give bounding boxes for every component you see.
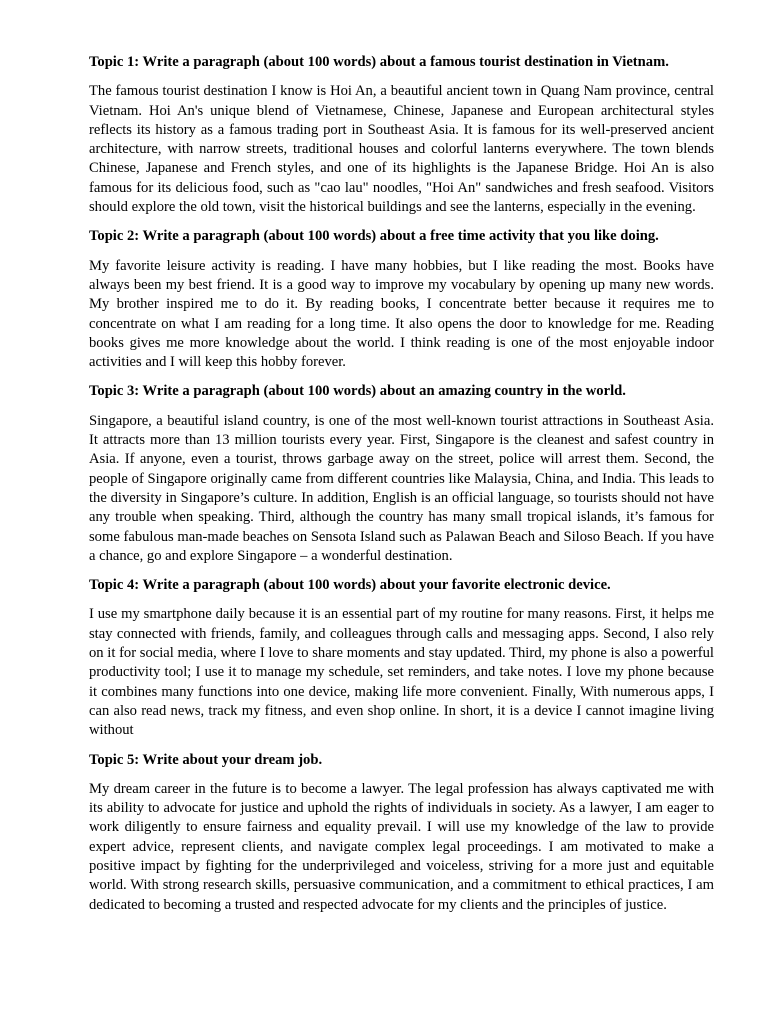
topic-section-5 bbox=[89, 751, 714, 915]
topic-heading: Topic 3: Write a paragraph (about 100 words) about an amazing country in the world. bbox=[89, 383, 626, 400]
topic-heading: Topic 1: Write a paragraph (about 100 words) about a famous tourist destination in Vietnam. bbox=[89, 54, 669, 70]
topic-heading: Topic 5: Write about your dream job. bbox=[89, 751, 323, 768]
topic-paragraph: I use my smartphone daily because it is an essential part of my routine for many reasons. First, it helps me stay connected with friends, family, and colleagues through calls and messaging apps. Second, I also rely on it for social media, where I love to share moments and stay updated. Third, my phone is also a powerful productivity tool; I use it to manage my schedule, set reminders, and take notes. I love my phone because it combines many functions into one device, making life more convenient. Finally, With numerous apps, I can also read news, track my fitness, and even shop online. In short, it is a device I cannot imagine living without bbox=[89, 606, 714, 739]
topic-heading: Topic 2: Write a paragraph (about 100 words) about a free time activity that you like doing. bbox=[89, 228, 659, 245]
document-page bbox=[89, 53, 714, 925]
topic-heading: Topic 4: Write a paragraph (about 100 words) about your favorite electronic device. bbox=[89, 577, 611, 594]
topic-section-4 bbox=[89, 576, 714, 740]
topic-section-3 bbox=[89, 382, 714, 566]
topic-paragraph: My dream career in the future is to become a lawyer. The legal profession has always captivated me with its ability to advocate for justice and uphold the rights of individuals in society. As a lawyer, I am eager to work diligently to ensure fairness and equality prevail. I will use my knowledge of the law to provide expert advice, represent clients, and navigate complex legal proceedings. I am motivated to make a positive impact by fighting for the underprivileged and voiceless, striving for a more just and equitable world. With strong research skills, persuasive communication, and a commitment to ethical practices, I am dedicated to becoming a trusted and respected advocate for my clients and the principles of justice. bbox=[89, 780, 714, 913]
topic-paragraph: Singapore, a beautiful island country, is one of the most well-known tourist attractions in Southeast Asia. It attracts more than 13 million tourists every year. First, Singapore is the cleanest and safest country in Asia. If anyone, even a tourist, throws garbage away on the street, police will arrest them. Second, the people of Singapore originally came from different countries like Malaysia, China, and India. This leads to the diversity in Singapore’s culture. In addition, English is an official language, so tourists should not have any trouble when speaking. Third, although the country has many small tropical islands, it’s famous for some fabulous man-made beaches on Sensota Island such as Palawan Beach and Siloso Beach. If you have a chance, go and explore Singapore – a wonderful destination. bbox=[89, 412, 714, 564]
topic-paragraph: My favorite leisure activity is reading. I have many hobbies, but I like reading the most. Books have always been my best friend. It is a good way to improve my vocabulary by opening up many new words. My brother inspired me to do it. By reading books, I concentrate better because it requires me to concentrate on what I am reading for a long time. It also opens the door to knowledge for me. Reading books gives me more knowledge about the world. I think reading is one of the most enjoyable indoor activities and I will keep this hobby forever. bbox=[89, 257, 714, 371]
topic-section-1 bbox=[89, 53, 714, 217]
topic-paragraph: The famous tourist destination I know is Hoi An, a beautiful ancient town in Quang Nam province, central Vietnam. Hoi An's unique blend of Vietnamese, Chinese, Japanese and European architectural styles reflects its history as a famous trading port in Southeast Asia. It is famous for its well-preserved ancient architecture, with narrow streets, traditional houses and colorful lanterns everywhere. The town blends Chinese, Japanese and French styles, and one of its highlights is the Japanese Bridge. Hoi An is also famous for its delicious food, such as "cao lau" noodles, "Hoi An" sandwiches and fresh seafood. Visitors should explore the old town, visit the historical buildings and see the lanterns, especially in the evening. bbox=[89, 83, 714, 216]
topic-section-2 bbox=[89, 227, 714, 372]
